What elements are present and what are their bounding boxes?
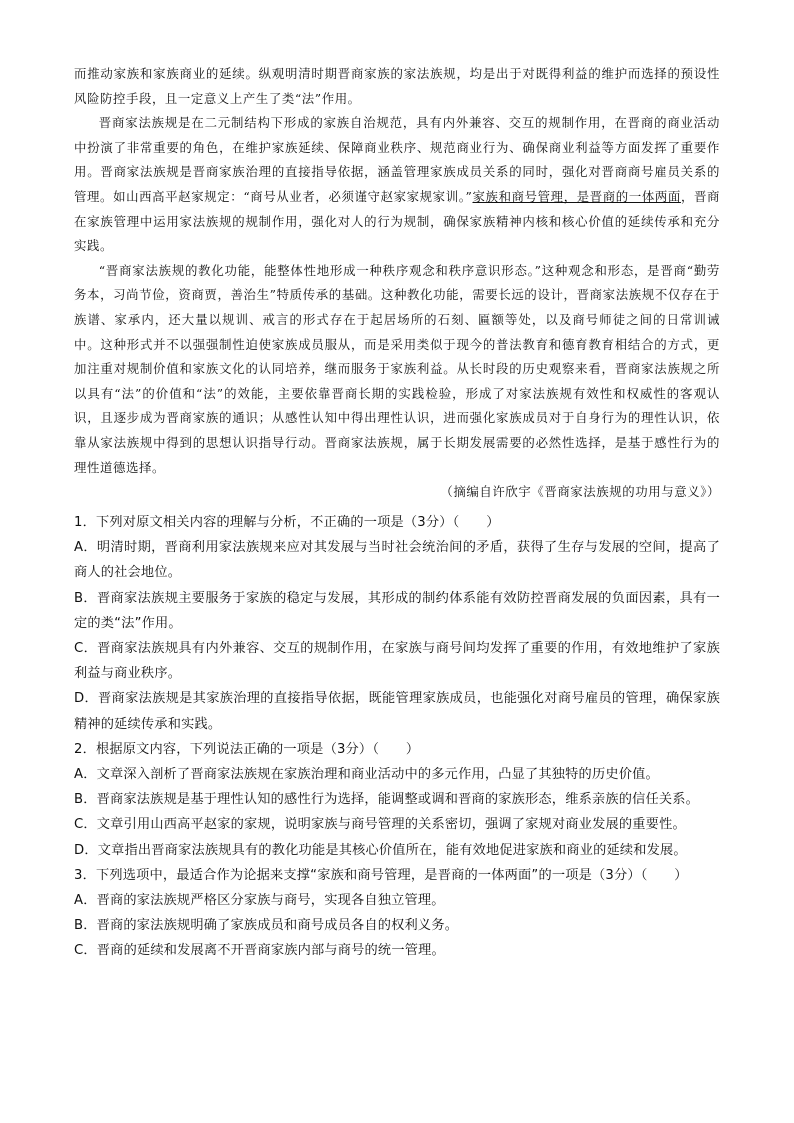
- question-1-option-b: B．晋商家法族规主要服务于家族的稳定与发展，其形成的制约体系能有效防控晋商发展的负面因素，具有一定的类“法”作用。: [74, 590, 720, 631]
- passage-paragraph-1-text-b: ，晋商在家族管理中运用家法族规的规制作用，强化对人的行为规制，确保家族精神内核和核心价值的延续传承和充分实践。: [74, 188, 720, 254]
- question-1-option-a: A．明清时期，晋商利用家法族规来应对其发展与当时社会统治间的矛盾，获得了生存与发展的空间，提高了商人的社会地位。: [74, 540, 720, 581]
- underlined-thesis: 家族和商号管理，是晋商的一体两面: [472, 188, 681, 204]
- passage-paragraph-2: “晋商家法族规的教化功能，能整体性地形成一种秩序观念和秩序意识形态。”这种观念和形态，是晋商“勤劳务本，习尚节俭，资商贾，善治生”特质传承的基础。这种教化功能，需要长远的设计，晋商家法族规不仅存在于族谱、家承内，还大量以规训、戒言的形式存在于起居场所的石刻、匾额等处，以及商号师徒之间的日常训诫中。这种形式并不以强强制性迫使家族成员服从，而是采用类似于现今的普法教育和德育教育相结合的方式，更加注重对规制价值和家族文化的认同培养，继而服务于家族利益。从长时段的历史观察来看，晋商家法族规之所以具有“法”的价值和“法”的效能，主要依靠晋商长期的实践检验，形成了对家法族规有效性和权威性的客观认识，且逐步成为晋商家族的通识；从感性认知中得出理性认识，进而强化家族成员对于自身行为的理性认识，依靠从家法族规中得到的思想认识指导行动。晋商家法族规，属于长期发展需要的必然性选择，是基于感性行为的理性道德选择。: [74, 262, 720, 475]
- question-2-stem: 2．根据原文内容，下列说法正确的一项是（3分）（ ）: [74, 741, 420, 757]
- questions-section: [74, 510, 720, 964]
- question-3-stem: 3．下列选项中，最适合作为论据来支撑“家族和商号管理，是晋商的一体两面”的一项是（3分）（ ）: [74, 867, 688, 883]
- question-1-option-c: C．晋商家法族规具有内外兼容、交互的规制作用，在家族与商号间均发挥了重要的作用，有效地维护了家族利益与商业秩序。: [74, 641, 720, 682]
- passage-paragraph-0: 而推动家族和家族商业的延续。纵观明清时期晋商家族的家法族规，均是出于对既得利益的维护而选择的预设性风险防控手段，且一定意义上产生了类“法”作用。: [74, 66, 720, 106]
- question-3-option-b: B．晋商的家法族规明确了家族成员和商号成员各自的权利义务。: [74, 918, 459, 934]
- passage-source: （摘编自许欣宇《晋商家法族规的功用与意义》）: [440, 484, 720, 500]
- passage-paragraph-1-text-a: 晋商家法族规是在二元制结构下形成的家族自治规范，具有内外兼容、交互的规制作用，在晋商的商业活动中扮演了非常重要的角色，在维护家族延续、保障商业秩序、规范商业行为、确保商业利益等方面发挥了重要作用。晋商家法族规是晋商家族治理的直接指导依据，涵盖管理家族成员关系的同时，强化对晋商商号雇员关系的管理。如山西高平赵家规定：“商号从业者，必须谨守赵家家规家训。”: [74, 115, 720, 204]
- question-3: [74, 863, 720, 964]
- question-1-option-d: D．晋商家法族规是其家族治理的直接指导依据，既能管理家族成员，也能强化对商号雇员的管理，确保家族精神的延续传承和实践。: [74, 691, 720, 732]
- question-2-option-a: A．文章深入剖析了晋商家法族规在家族治理和商业活动中的多元作用，凸显了其独特的历史价值。: [74, 767, 659, 783]
- question-2-option-b: B．晋商家法族规是基于理性认知的感性行为选择，能调整或调和晋商的家族形态，维系亲族的信任关系。: [74, 792, 700, 808]
- question-2-option-c: C．文章引用山西高平赵家的家规，说明家族与商号管理的关系密切，强调了家规对商业发展的重要性。: [74, 817, 686, 833]
- question-1: [74, 510, 720, 737]
- question-1-stem: 1．下列对原文相关内容的理解与分析，不正确的一项是（3分）（ ）: [74, 515, 500, 530]
- question-3-option-a: A．晋商的家法族规严格区分家族与商号，实现各自独立管理。: [74, 893, 445, 909]
- question-2-option-d: D．文章指出晋商家法族规具有的教化功能是其核心价值所在，能有效地促进家族和商业的延续和发展。: [74, 842, 687, 858]
- reading-passage: [74, 62, 720, 505]
- question-3-option-c: C．晋商的延续和发展离不开晋商家族内部与商号的统一管理。: [74, 943, 445, 959]
- passage-paragraph-1: [74, 111, 720, 259]
- question-2: [74, 737, 720, 863]
